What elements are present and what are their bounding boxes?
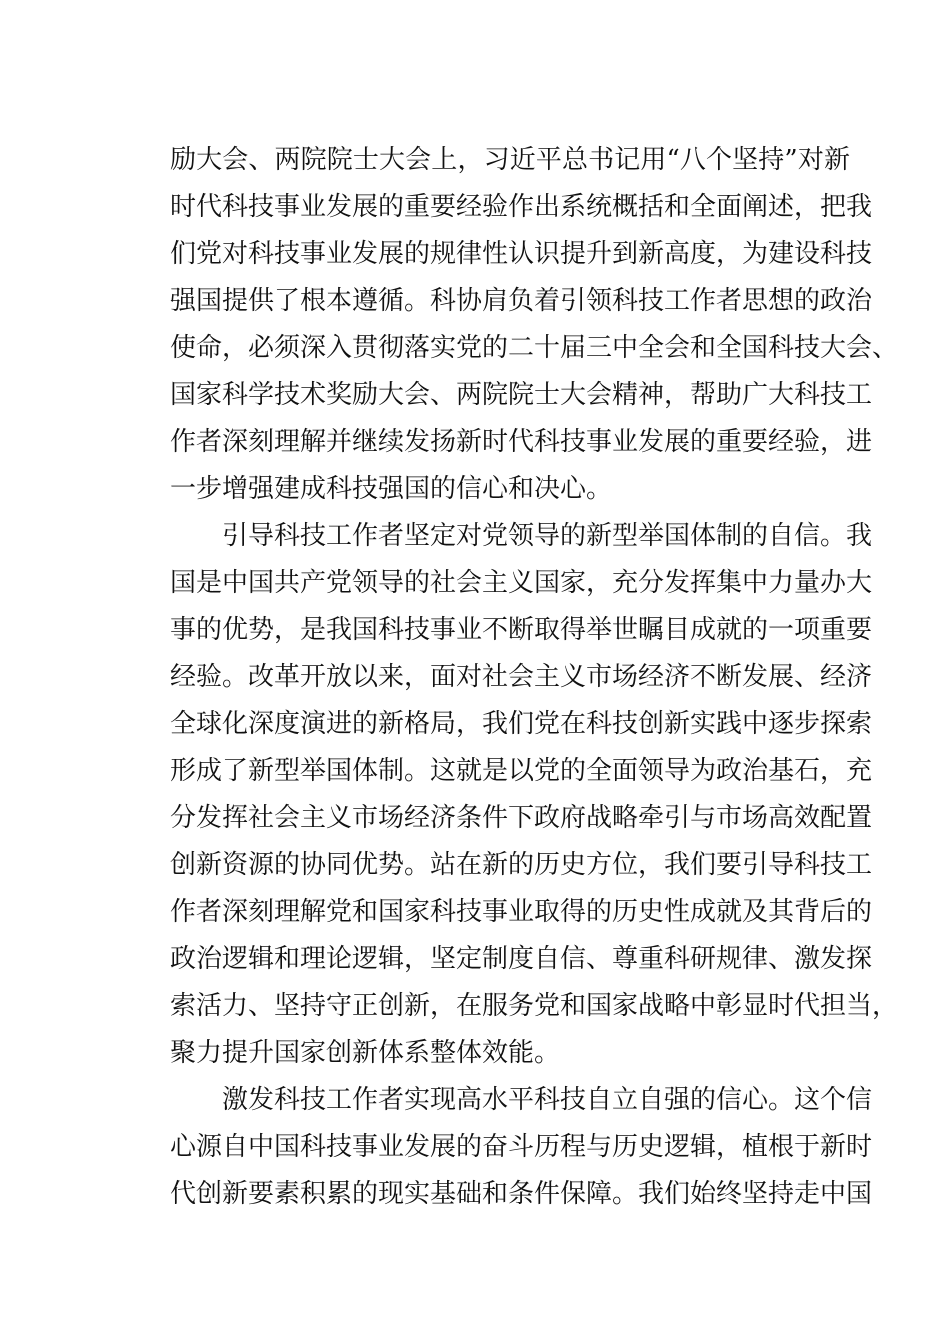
text-line-2: 时代科技事业发展的重要经验作出系统概括和全面阐述，把我 [170, 192, 873, 222]
text-line-5: 使命，必须深入贯彻落实党的二十届三中全会和全国科技大会、 [170, 333, 899, 363]
text-line-10: 国是中国共产党领导的社会主义国家，充分发挥集中力量办大 [170, 568, 873, 598]
text-line-6: 国家科学技术奖励大会、两院院士大会精神，帮助广大科技工 [170, 380, 873, 410]
text-line-11: 事的优势，是我国科技事业不断取得举世瞩目成就的一项重要 [170, 615, 873, 645]
text-line-13: 全球化深度演进的新格局，我们党在科技创新实践中逐步探索 [170, 709, 873, 739]
text-line-19: 索活力、坚持守正创新，在服务党和国家战略中彰显时代担当， [170, 991, 899, 1021]
text-line-18: 政治逻辑和理论逻辑，坚定制度自信、尊重科研规律、激发探 [170, 944, 873, 974]
text-line-16: 创新资源的协同优势。站在新的历史方位，我们要引导科技工 [170, 850, 873, 880]
text-line-22: 心源自中国科技事业发展的奋斗历程与历史逻辑，植根于新时 [170, 1132, 873, 1162]
text-line-8: 一步增强建成科技强国的信心和决心。 [170, 474, 613, 504]
text-line-17: 作者深刻理解党和国家科技事业取得的历史性成就及其背后的 [170, 897, 873, 927]
text-line-7: 作者深刻理解并继续发扬新时代科技事业发展的重要经验，进 [170, 427, 873, 457]
text-line-15: 分发挥社会主义市场经济条件下政府战略牵引与市场高效配置 [170, 803, 873, 833]
paragraph-3-first-line: 激发科技工作者实现高水平科技自立自强的信心。这个信 [222, 1085, 873, 1115]
text-line-3: 们党对科技事业发展的规律性认识提升到新高度，为建设科技 [170, 239, 873, 269]
paragraph-2-first-line: 引导科技工作者坚定对党领导的新型举国体制的自信。我 [222, 521, 873, 551]
text-line-14: 形成了新型举国体制。这就是以党的全面领导为政治基石，充 [170, 756, 873, 786]
text-line-23: 代创新要素积累的现实基础和条件保障。我们始终坚持走中国 [170, 1179, 873, 1209]
text-line-12: 经验。改革开放以来，面对社会主义市场经济不断发展、经济 [170, 662, 873, 692]
text-line-4: 强国提供了根本遵循。科协肩负着引领科技工作者思想的政治 [170, 286, 873, 316]
text-line-20: 聚力提升国家创新体系整体效能。 [170, 1038, 561, 1068]
text-line-1: 励大会、两院院士大会上，习近平总书记用“八个坚持”对新 [170, 145, 850, 175]
